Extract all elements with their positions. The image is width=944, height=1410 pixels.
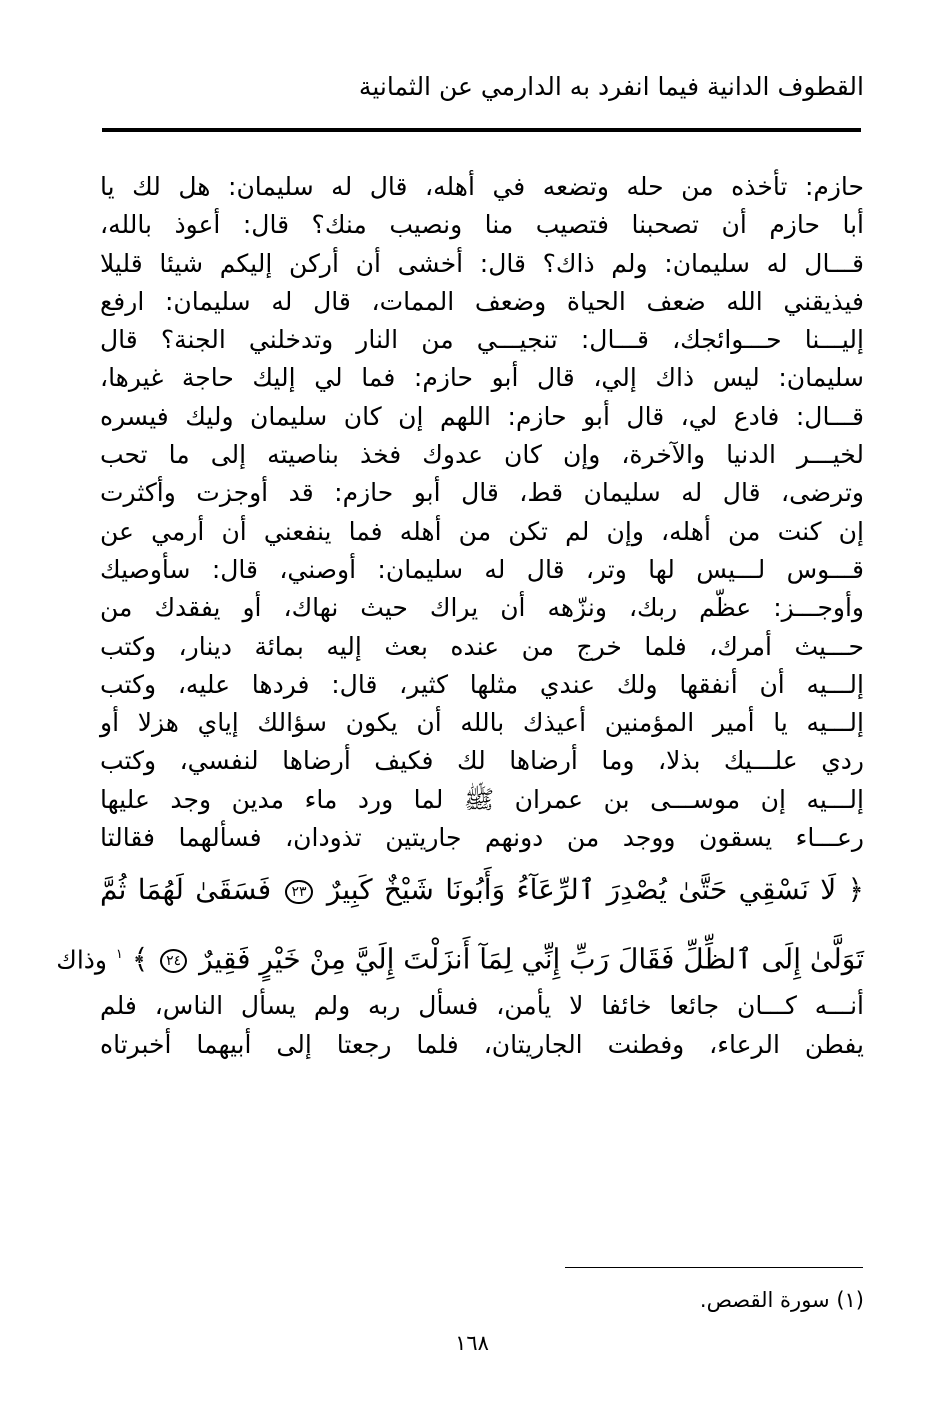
header-rule xyxy=(102,128,861,132)
text-line: إلـــيه إن موســـى بن عمران ﷺ لما ورد ماء مدين وجد عليها xyxy=(100,784,864,814)
text-fragment: وذاك xyxy=(56,945,108,975)
quran-close-bracket: ﴾ xyxy=(131,942,149,976)
quran-verse-line xyxy=(56,922,864,987)
footnote-marker: ١ xyxy=(115,947,123,963)
footnote-rule xyxy=(565,1267,863,1268)
text-line: فيذيقني الله ضعف الحياة وضعف الممات، قال له سليمان: ارفع xyxy=(100,286,864,316)
text-line: إليـــنا حـــوائجك، قـــال: تنجيـــي من النار وتدخلني الجنة؟ قال xyxy=(100,325,864,355)
text-line: يفطن الرعاء، وفطنت الجاريتان، فلما رجعتا إلى أبيهما أخبرتاه xyxy=(100,1029,864,1059)
text-line: أنـــه كـــان جائعا خائفا لا يأمن، فسأل ربه ولم يسأل الناس، فلم xyxy=(100,991,864,1021)
text-line: سليمان: ليس ذاك إلي، قال أبو حازم: فما لي إليك حاجة غيرها، xyxy=(100,363,864,393)
text-line: لخيـــر الدنيا والآخرة، وإن كان عدوك فخذ بناصيته إلى ما تحب xyxy=(100,440,864,470)
text-line: قـــال: فادع لي، قال أبو حازم: اللهم إن كان سليمان وليك فيسره xyxy=(100,401,864,431)
text-line: قـــوس لـــيس لها وتر، قال له سليمان: أوصني، قال: سأوصيك xyxy=(100,554,864,584)
text-line: وترضى، قال له سليمان قط، قال أبو حازم: قد أوجزت وأكثرت xyxy=(100,478,864,508)
text-line: إلـــيه يا أمير المؤمنين أعيذك بالله أن يكون سؤالك إياي هزلا أو xyxy=(100,708,864,738)
text-line: قـــال له سليمان: ولم ذاك؟ قال: أخشى أن أركن إليكم شيئا قليلا xyxy=(100,248,864,278)
text-line: رعـــاء يسقون ووجد من دونهم جاريتين تذودان، فسألهما فقالتا xyxy=(100,823,864,853)
text-line: أبا حازم أن تصحبنا فتصيب منا ونصيب منك؟ قال: أعوذ بالله، xyxy=(100,210,864,240)
text-line: حـــيث أمرك، فلما خرج من عنده بعث إليه بمائة دينار، وكتب xyxy=(100,631,864,661)
text-line: حازم: تأخذه من حله وتضعه في أهله، قال له سليمان: هل لك يا xyxy=(100,172,864,201)
verse-number-marker: ٢٤ xyxy=(160,949,187,973)
footnote: (١) سورة القصص. xyxy=(699,1288,864,1312)
verse-number-marker: ٢٣ xyxy=(285,880,312,904)
quran-verse-line xyxy=(100,857,864,922)
quran-text: فَسَقَىٰ لَهُمَا ثُمَّ xyxy=(100,873,272,907)
quran-text: ﴿ لَا نَسْقِي حَتَّىٰ يُصْدِرَ ٱلرِّعَآءُ وَأَبُونَا شَيْخٌ كَبِيرٌ xyxy=(326,873,864,907)
page-number: ١٦٨ xyxy=(455,1331,489,1355)
text-line: إلـــيه أن أنفقها ولك عندي مثلها كثير، قال: فردها عليه، وكتب xyxy=(100,669,864,699)
quran-text: تَوَلَّىٰ إِلَى ٱلظِّلِّ فَقَالَ رَبِّ إِنِّي لِمَآ أَنزَلْتَ إِلَيَّ مِنْ خَيْرٍ فَقِيرٌ xyxy=(199,942,864,976)
text-line: ردي علـــيك بذلا، وما أرضاها لك فكيف أرضاها لنفسي، وكتب xyxy=(100,746,864,776)
text-line: إن كنت من أهله، وإن لم تكن من أهله فما ينفعني أن أرمي عن xyxy=(100,516,864,546)
text-line: وأوجـــز: عظّم ربك، ونزّهه أن يراك حيث نهاك، أو يفقدك من xyxy=(100,593,864,623)
body-text xyxy=(56,168,864,1064)
running-header: القطوف الدانية فيما انفرد به الدارمي عن الثمانية xyxy=(358,72,864,101)
